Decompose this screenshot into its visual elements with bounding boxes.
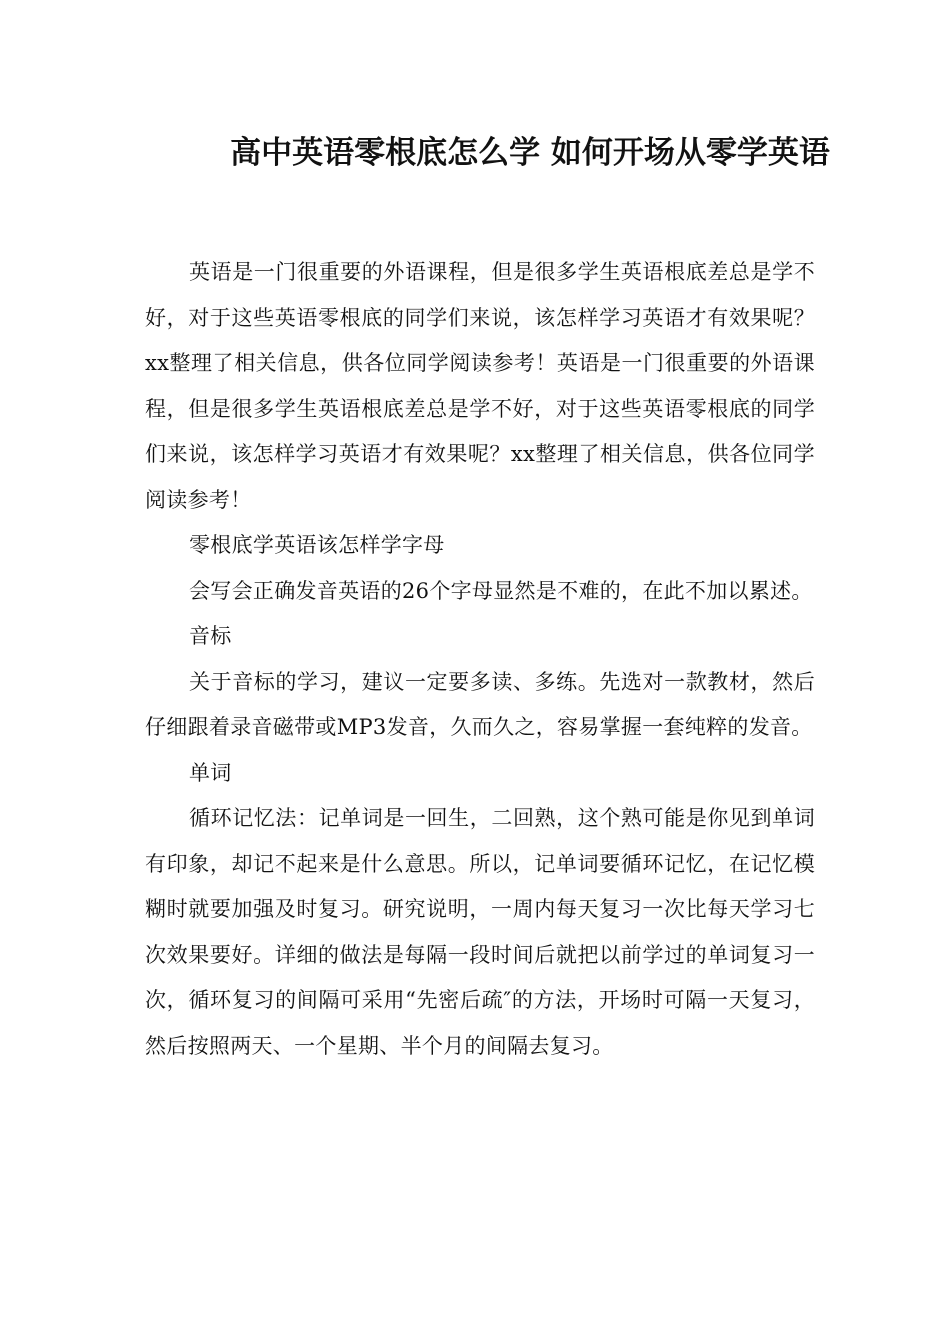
section-heading-letters: 零根底学英语该怎样学字母 bbox=[189, 533, 445, 557]
phonetics-paragraph: 关于音标的学习，建议一定要多读、多练。先选对一款教材，然后仔细跟着录音磁带或MP3发音，久而久之，容易掌握一套纯粹的发音。 bbox=[145, 669, 815, 739]
section-heading-words: 单词 bbox=[189, 760, 232, 785]
document-title: 高中英语零根底怎么学 如何开场从零学英语 bbox=[230, 135, 830, 171]
letters-paragraph: 会写会正确发音英语的26个字母显然是不难的，在此不加以累述。 bbox=[189, 578, 813, 603]
words-paragraph: 循环记忆法：记单词是一回生，二回熟，这个熟可能是你见到单词有印象，却记不起来是什么意思。所以，记单词要循环记忆，在记忆模糊时就要加强及时复习。研究说明，一周内每天复习一次比每天学习七次效果要好。详细的做法是每隔一段时间后就把以前学过的单词复习一次，循环复习的间隔可采用“先密后疏″的方法，开场时可隔一天复习，然后按照两天、一个星期、半个月的间隔去复习。 bbox=[145, 806, 815, 1058]
document-body bbox=[145, 250, 815, 1069]
section-heading-phonetics: 音标 bbox=[189, 624, 232, 648]
intro-paragraph: 英语是一门很重要的外语课程，但是很多学生英语根底差总是学不好，对于这些英语零根底的同学们来说，该怎样学习英语才有效果呢？xx整理了相关信息，供各位同学阅读参考！英语是一门很重要的外语课程，但是很多学生英语根底差总是学不好，对于这些英语零根底的同学们来说，该怎样学习英语才有效果呢？xx整理了相关信息，供各位同学阅读参考！ bbox=[145, 260, 815, 512]
